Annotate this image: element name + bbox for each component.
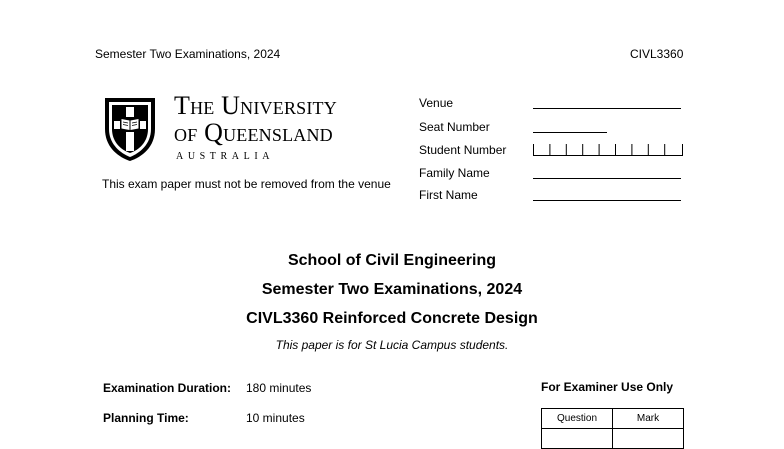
examiner-title: For Examiner Use Only	[541, 380, 674, 394]
university-wordmark	[174, 92, 337, 162]
venue-label: Venue	[419, 96, 454, 110]
first-name-label: First Name	[419, 188, 478, 202]
duration-value: 180 minutes	[246, 381, 312, 395]
duration-label: Examination Duration:	[103, 381, 232, 395]
header-course-code: CIVL3360	[630, 47, 684, 61]
logo-line-1: The University	[174, 91, 337, 120]
course-title: CIVL3360 Reinforced Concrete Design	[246, 310, 538, 327]
mark-header: Mark	[613, 409, 684, 429]
venue-field[interactable]	[533, 108, 681, 109]
table-header-row	[542, 409, 684, 429]
logo-line-3: AUSTRALIA	[176, 151, 275, 162]
planning-label: Planning Time:	[103, 411, 189, 425]
examiner-table	[541, 408, 684, 449]
first-name-field[interactable]	[533, 200, 681, 201]
seat-number-field[interactable]	[533, 132, 607, 133]
semester-title: Semester Two Examinations, 2024	[261, 281, 523, 298]
planning-value: 10 minutes	[246, 411, 305, 425]
student-number-label: Student Number	[419, 143, 507, 157]
uq-crest-icon	[102, 95, 158, 163]
seat-number-label: Seat Number	[419, 120, 490, 134]
header-left: Semester Two Examinations, 2024	[95, 47, 281, 61]
family-name-field[interactable]	[533, 178, 681, 179]
table-row	[542, 429, 684, 449]
school-title: School of Civil Engineering	[287, 252, 496, 269]
student-number-boxes[interactable]	[533, 143, 683, 156]
campus-note: This paper is for St Lucia Campus students.	[275, 338, 509, 352]
removal-notice: This exam paper must not be removed from the venue	[102, 177, 391, 191]
family-name-label: Family Name	[419, 166, 490, 180]
logo-line-2: of Queensland	[174, 118, 333, 147]
table-cell	[613, 429, 684, 449]
question-header: Question	[542, 409, 613, 429]
table-cell	[542, 429, 613, 449]
